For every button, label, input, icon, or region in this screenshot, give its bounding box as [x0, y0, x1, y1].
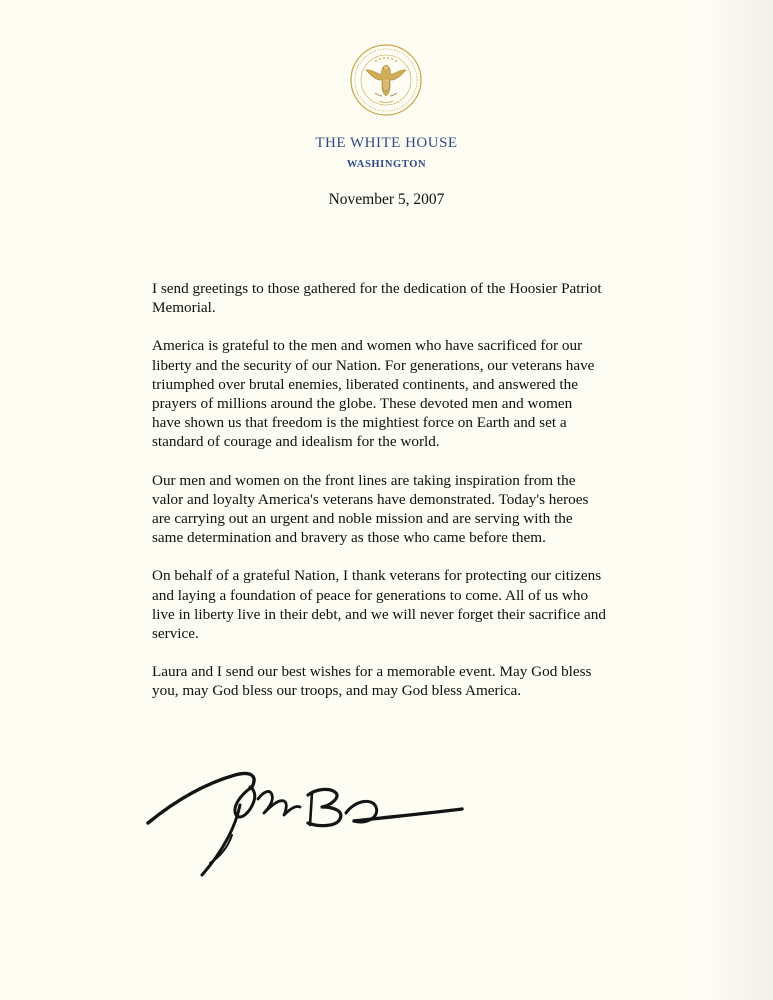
paragraph-line: America is grateful to the men and women who have sacrificed for our	[152, 337, 583, 355]
letter-date: November 5, 2007	[328, 191, 445, 208]
paragraph-1	[152, 279, 622, 317]
paragraph-line: same determination and bravery as those who came before them.	[152, 529, 546, 547]
paragraph-line: standard of courage and idealism for the world.	[152, 433, 440, 451]
paragraph-line: liberty and the security of our Nation. For generations, our veterans have	[152, 356, 595, 374]
paragraph-line: and laying a foundation of peace for generations to come. All of us who	[152, 586, 589, 604]
paragraph-4	[152, 566, 622, 643]
paragraph-line: valor and loyalty America's veterans have demonstrated. Today's heroes	[152, 490, 589, 508]
paragraph-5	[152, 662, 622, 700]
paragraph-line: Memorial.	[152, 299, 216, 317]
paragraph-line: are carrying out an urgent and noble mission and are serving with the	[152, 510, 573, 528]
paragraph-line: live in liberty live in their debt, and we will never forget their sacrifice and	[152, 605, 606, 623]
signature	[140, 735, 470, 885]
letter-body	[152, 279, 622, 720]
presidential-seal-icon	[349, 43, 423, 117]
letterhead-subtitle: WASHINGTON	[346, 159, 427, 170]
paragraph-3	[152, 471, 622, 548]
paragraph-line: triumphed over brutal enemies, liberated continents, and answered the	[152, 375, 578, 393]
paragraph-line: prayers of millions around the globe. These devoted men and women	[152, 395, 573, 413]
letterhead-title: THE WHITE HOUSE	[315, 135, 458, 151]
paragraph-line: you, may God bless our troops, and may God bless America.	[152, 682, 522, 700]
paragraph-line: On behalf of a grateful Nation, I thank veterans for protecting our citizens	[152, 567, 602, 585]
paragraph-line: have shown us that freedom is the mightiest force on Earth and set a	[152, 414, 567, 432]
paragraph-line: I send greetings to those gathered for the dedication of the Hoosier Patriot	[152, 280, 602, 297]
paragraph-2	[152, 336, 622, 451]
paragraph-line: Our men and women on the front lines are taking inspiration from the	[152, 471, 576, 489]
paragraph-line: Laura and I send our best wishes for a memorable event. May God bless	[152, 663, 592, 681]
paragraph-line: service.	[152, 625, 199, 643]
